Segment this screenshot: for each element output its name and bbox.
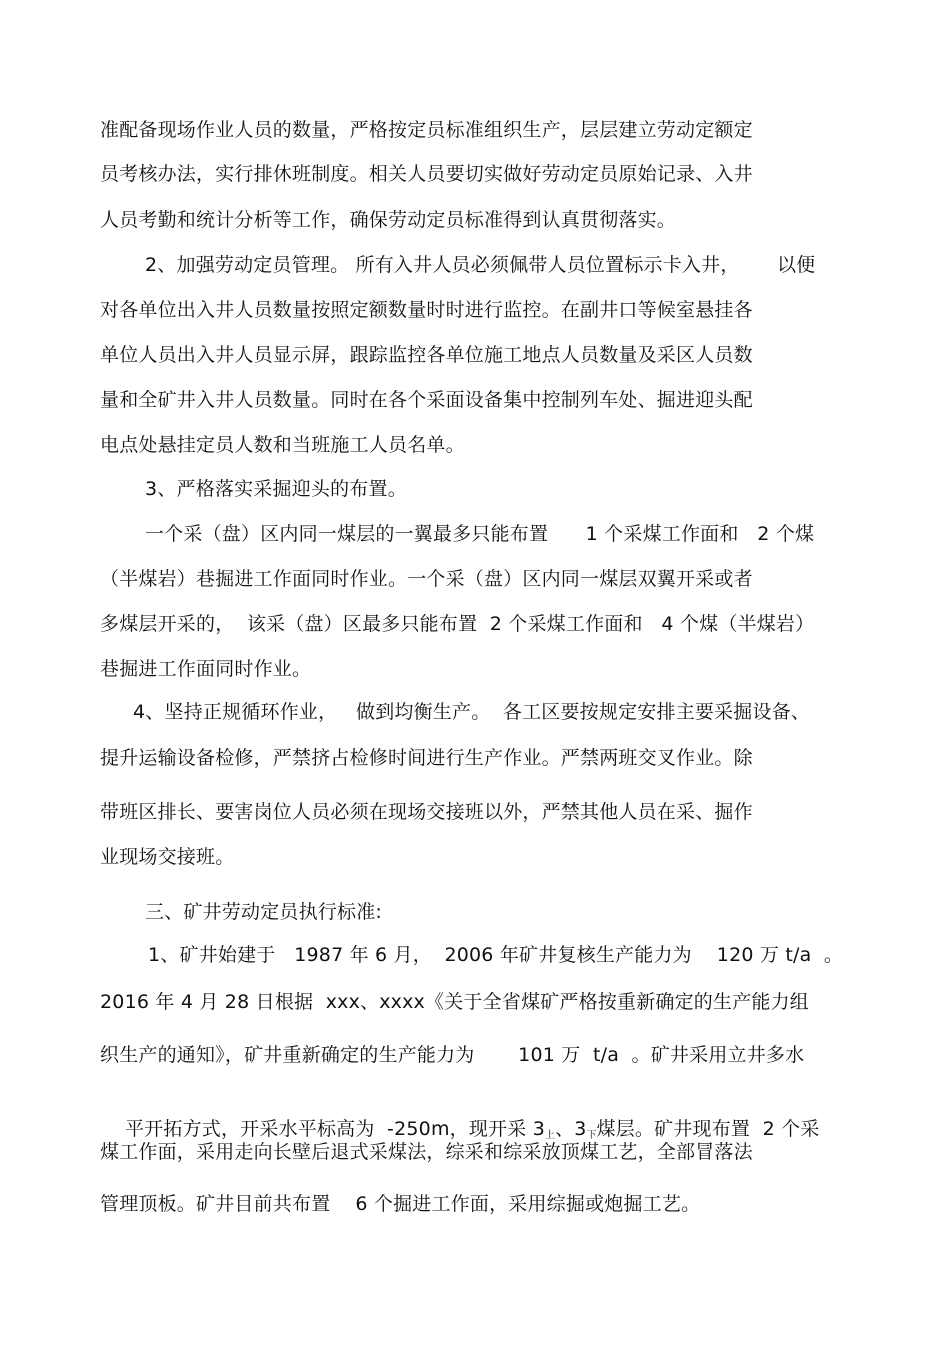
text-line: 2、加强劳动定员管理。 所有入井人员必须佩带人员位置标示卡入井， 以便 bbox=[145, 254, 816, 276]
text-line: 量和全矿井入井人员数量。同时在各个采面设备集中控制列车处、掘进迎头配 bbox=[100, 389, 753, 411]
text-line: 多煤层开采的， 该采（盘）区最多只能布置 2 个采煤工作面和 4 个煤（半煤岩） bbox=[100, 613, 815, 635]
subscript-text: 下 bbox=[586, 1130, 597, 1141]
text-line: 2016 年 4 月 28 日根据 xxx、xxxx《关于全省煤矿严格按重新确定的生产能力组 bbox=[100, 991, 810, 1013]
text-line: 员考核办法，实行排休班制度。相关人员要切实做好劳动定员原始记录、入井 bbox=[100, 163, 753, 185]
text-line: 单位人员出入井人员显示屏，跟踪监控各单位施工地点人员数量及采区人员数 bbox=[100, 344, 753, 366]
text-segment: 煤层。矿井现布置 2 个采 bbox=[596, 1118, 820, 1140]
text-line: 1、矿井始建于 1987 年 6 月， 2006 年矿井复核生产能力为 120 万 t/a 。 bbox=[148, 944, 844, 966]
text-line: （半煤岩）巷掘进工作面同时作业。一个采（盘）区内同一煤层双翼开采或者 bbox=[100, 568, 753, 590]
text-segment: 、3 bbox=[555, 1118, 587, 1140]
text-line: 提升运输设备检修，严禁挤占检修时间进行生产作业。严禁两班交叉作业。除 bbox=[100, 747, 753, 769]
text-line: 3、严格落实采掘迎头的布置。 bbox=[145, 478, 407, 500]
text-line: 织生产的通知》，矿井重新确定的生产能力为 101 万 t/a 。矿井采用立井多水 bbox=[100, 1044, 805, 1066]
text-line: 电点处悬挂定员人数和当班施工人员名单。 bbox=[100, 434, 465, 456]
subscript-text: 上 bbox=[545, 1130, 556, 1141]
text-line: 管理顶板。矿井目前共布置 6 个掘进工作面，采用综掘或炮掘工艺。 bbox=[100, 1193, 701, 1215]
text-line: 煤工作面，采用走向长壁后退式采煤法，综采和综采放顶煤工艺，全部冒落法 bbox=[100, 1141, 753, 1163]
text-line: 人员考勤和统计分析等工作，确保劳动定员标准得到认真贯彻落实。 bbox=[100, 209, 677, 231]
text-line: 准配备现场作业人员的数量，严格按定员标准组织生产，层层建立劳动定额定 bbox=[100, 119, 753, 141]
text-segment: 平开拓方式，开采水平标高为 -250m，现开采 3 bbox=[124, 1118, 546, 1140]
text-line: 业现场交接班。 bbox=[100, 846, 235, 868]
text-line: 对各单位出入井人员数量按照定额数量时时进行监控。在副井口等候室悬挂各 bbox=[100, 299, 753, 321]
section-heading: 三、矿井劳动定员执行标准: bbox=[145, 901, 383, 923]
text-line: 巷掘进工作面同时作业。 bbox=[100, 658, 312, 680]
text-line: 带班区排长、要害岗位人员必须在现场交接班以外，严禁其他人员在采、掘作 bbox=[100, 801, 753, 823]
text-line: 4、坚持正规循环作业， 做到均衡生产。 各工区要按规定安排主要采掘设备、 bbox=[133, 701, 811, 723]
text-line: 一个采（盘）区内同一煤层的一翼最多只能布置 1 个采煤工作面和 2 个煤 bbox=[145, 523, 815, 545]
